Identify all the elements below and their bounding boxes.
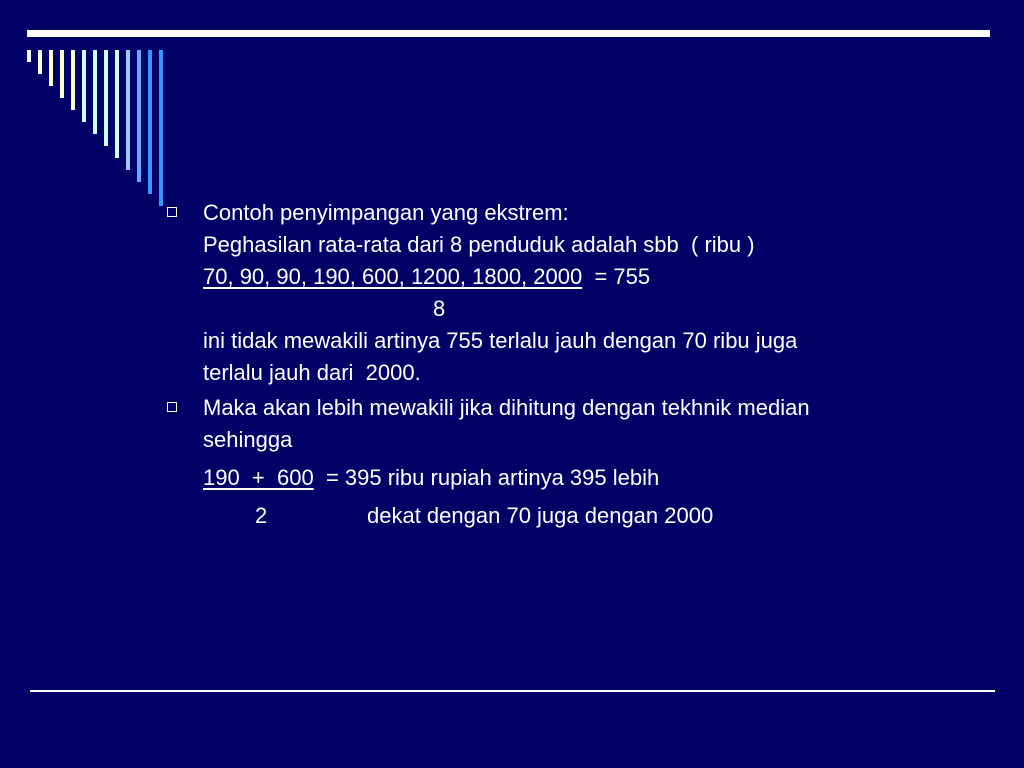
stripe	[148, 50, 152, 194]
formula-tail: dekat dengan 70 juga dengan 2000	[367, 503, 714, 528]
bullet-text: ini tidak mewakili artinya 755 terlalu jauh dengan 70 ribu juga	[203, 328, 798, 353]
stripe	[115, 50, 119, 158]
stripe	[71, 50, 75, 110]
formula-numerator: 70, 90, 90, 190, 600, 1200, 1800, 2000	[203, 264, 583, 289]
stripe	[93, 50, 97, 134]
stripe	[27, 50, 31, 62]
hollow-square-bullet-icon	[167, 402, 177, 412]
stripe	[38, 50, 42, 74]
bottom-rule	[30, 690, 995, 692]
stripe	[159, 50, 163, 206]
hollow-square-bullet-icon	[167, 207, 177, 217]
formula-line	[203, 462, 965, 494]
formula-denominator-line	[203, 500, 965, 532]
bullet-title: Contoh penyimpangan yang ekstrem:	[203, 200, 569, 225]
stripe	[126, 50, 130, 170]
stripe	[82, 50, 86, 122]
bullet-text: sehingga	[203, 427, 293, 452]
denominator-value: 8	[433, 296, 446, 321]
stripe	[60, 50, 64, 98]
denominator-value: 2	[255, 503, 268, 528]
bullet-item	[165, 197, 965, 389]
decorative-stripes	[0, 0, 200, 220]
slide-body	[165, 197, 965, 532]
formula-numerator: 190 + 600	[203, 465, 314, 490]
bullet-text: Peghasilan rata-rata dari 8 penduduk adalah sbb ( ribu )	[203, 232, 755, 257]
formula-result: = 395 ribu rupiah artinya 395 lebih	[313, 465, 660, 490]
formula-denominator	[203, 293, 965, 325]
stripe	[137, 50, 141, 182]
formula-result: = 755	[582, 264, 651, 289]
formula-line	[203, 261, 965, 293]
stripe	[49, 50, 53, 86]
bullet-text: Maka akan lebih mewakili jika dihitung dengan tekhnik median	[203, 395, 810, 420]
bullet-text: terlalu jauh dari 2000.	[203, 360, 421, 385]
stripe	[104, 50, 108, 146]
bullet-item	[165, 392, 965, 532]
